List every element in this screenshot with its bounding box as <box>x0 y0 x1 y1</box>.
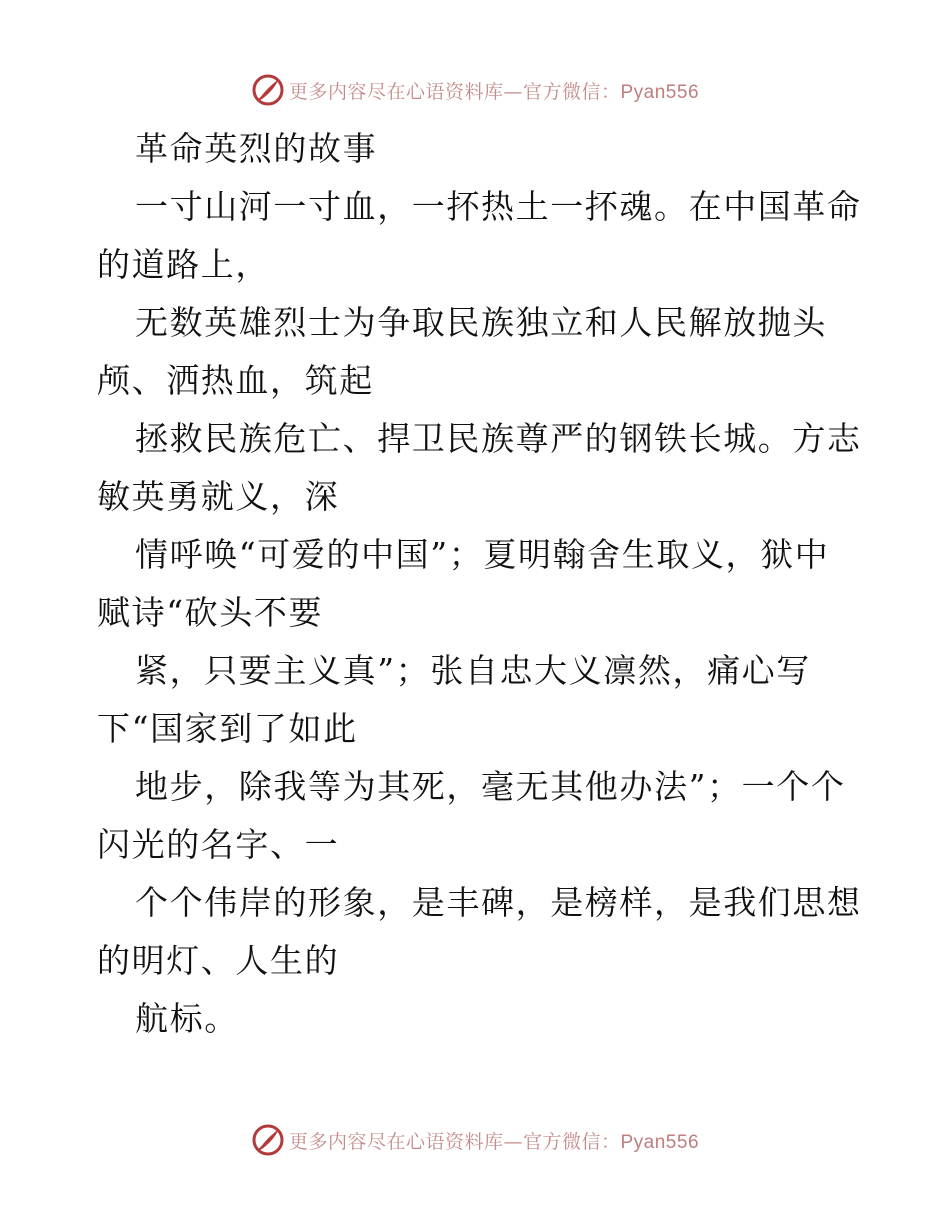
text-line: 颅、洒热血，筑起 <box>97 361 374 400</box>
wechat-id: Pyan556 <box>620 1131 700 1153</box>
banner-text: 更多内容尽在心语资料库—官方微信：Pyan556 <box>288 80 700 103</box>
text-line: 紧，只要主义真”；张自忠大义凛然，痛心写 <box>135 651 811 690</box>
feather-logo-icon <box>251 1123 285 1157</box>
text-line: 个个伟岸的形象，是丰碑，是榜样，是我们思想 <box>135 883 862 922</box>
banner-text: 更多内容尽在心语资料库—官方微信：Pyan556 <box>288 1130 700 1153</box>
text-line: 一寸山河一寸血，一抔热土一抔魂。在中国革命 <box>135 187 862 226</box>
text-line: 敏英勇就义，深 <box>97 477 340 516</box>
text-line: 情呼唤“可爱的中国”；夏明翰舍生取义，狱中 <box>135 535 830 574</box>
text-line: 闪光的名字、一 <box>97 825 340 864</box>
text-line: 赋诗“砍头不要 <box>97 593 324 632</box>
text-line: 下“国家到了如此 <box>97 709 358 748</box>
document-title: 革命英烈的故事 <box>135 129 378 168</box>
feather-logo-icon <box>251 73 285 107</box>
text-line: 无数英雄烈士为争取民族独立和人民解放抛头 <box>135 303 827 342</box>
document-body <box>97 120 862 1048</box>
text-line: 的道路上， <box>97 245 270 284</box>
header-banner <box>0 70 950 110</box>
text-line: 的明灯、人生的 <box>97 941 340 980</box>
text-line: 拯救民族危亡、捍卫民族尊严的钢铁长城。方志 <box>135 419 862 458</box>
footer-banner <box>0 1120 950 1160</box>
text-line: 航标。 <box>135 999 239 1038</box>
text-line: 地步，除我等为其死，毫无其他办法”；一个个 <box>135 767 846 806</box>
wechat-id: Pyan556 <box>620 81 700 103</box>
